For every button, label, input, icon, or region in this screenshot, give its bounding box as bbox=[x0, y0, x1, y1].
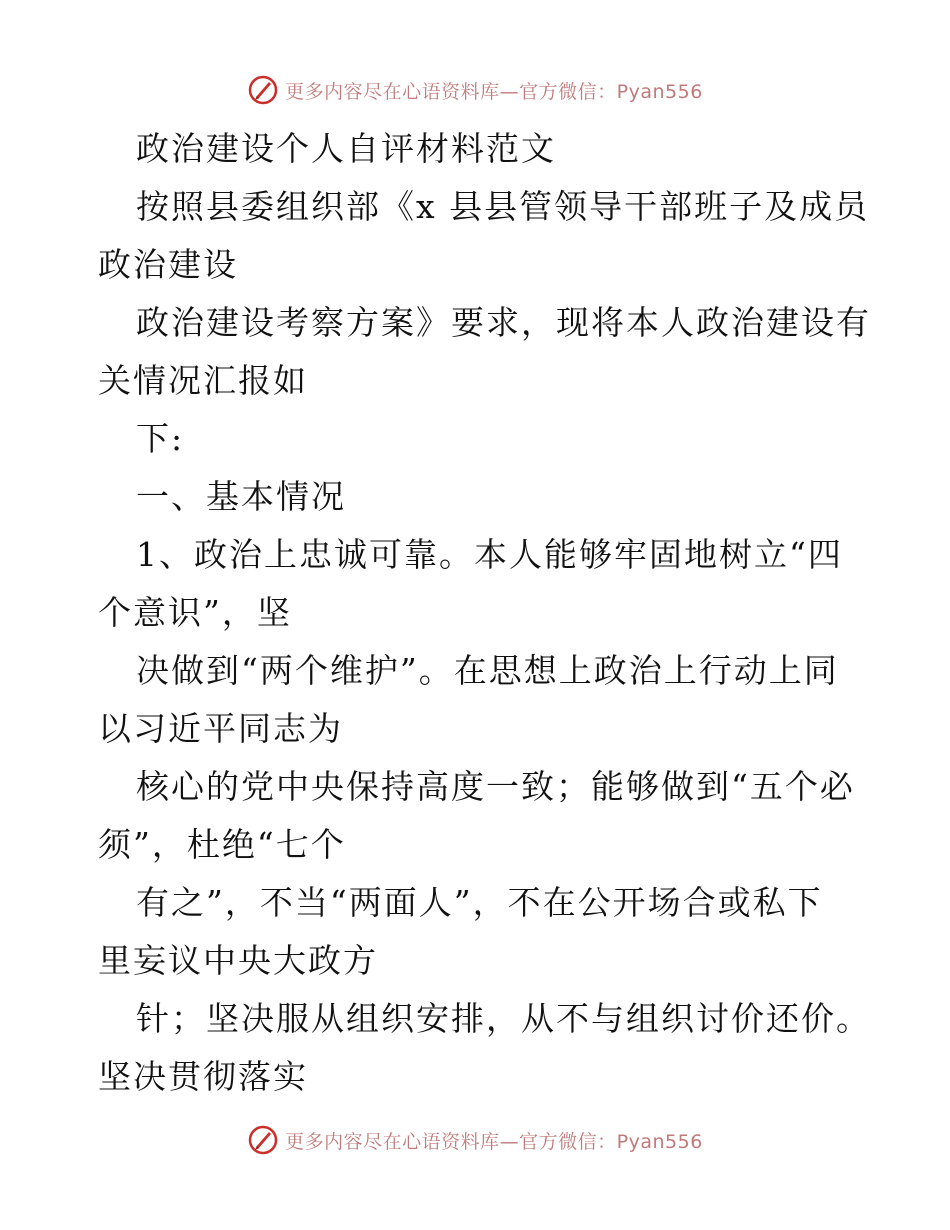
text-line: 以习近平同志为 bbox=[98, 709, 343, 748]
quill-pen-logo-icon bbox=[247, 1124, 279, 1156]
watermark-banner-bottom bbox=[0, 1120, 950, 1160]
text-line: 有之”，不当“两面人”，不在公开场合或私下 bbox=[136, 883, 823, 922]
watermark-text: 更多内容尽在心语资料库—官方微信：Pyan556 bbox=[285, 80, 703, 103]
text-line: 核心的党中央保持高度一致；能够做到“五个必 bbox=[136, 767, 855, 806]
text-line: 决做到“两个维护”。在思想上政治上行动上同 bbox=[136, 651, 839, 690]
text-line: 下: bbox=[136, 419, 185, 458]
document-body bbox=[98, 120, 871, 1106]
text-line: 里妄议中央大政方 bbox=[98, 941, 378, 980]
text-line: 坚决贯彻落实 bbox=[98, 1057, 308, 1096]
text-line: 1、政治上忠诚可靠。本人能够牢固地树立“四 bbox=[136, 535, 843, 574]
text-line: 个意识”，坚 bbox=[98, 593, 292, 632]
text-line: 政治建设个人自评材料范文 bbox=[136, 129, 556, 168]
text-line: 一、基本情况 bbox=[136, 477, 346, 516]
text-line: 关情况汇报如 bbox=[98, 361, 308, 400]
quill-pen-logo-icon bbox=[247, 74, 279, 106]
text-line: 政治建设考察方案》要求，现将本人政治建设有 bbox=[136, 303, 871, 342]
text-line: 须”，杜绝“七个 bbox=[98, 825, 346, 864]
watermark-banner-top bbox=[0, 70, 950, 110]
watermark-text: 更多内容尽在心语资料库—官方微信：Pyan556 bbox=[285, 1130, 703, 1153]
text-line: 政治建设 bbox=[98, 245, 238, 284]
text-line: 按照县委组织部《x 县县管领导干部班子及成员 bbox=[136, 187, 870, 226]
text-line: 针；坚决服从组织安排，从不与组织讨价还价。 bbox=[136, 999, 871, 1038]
